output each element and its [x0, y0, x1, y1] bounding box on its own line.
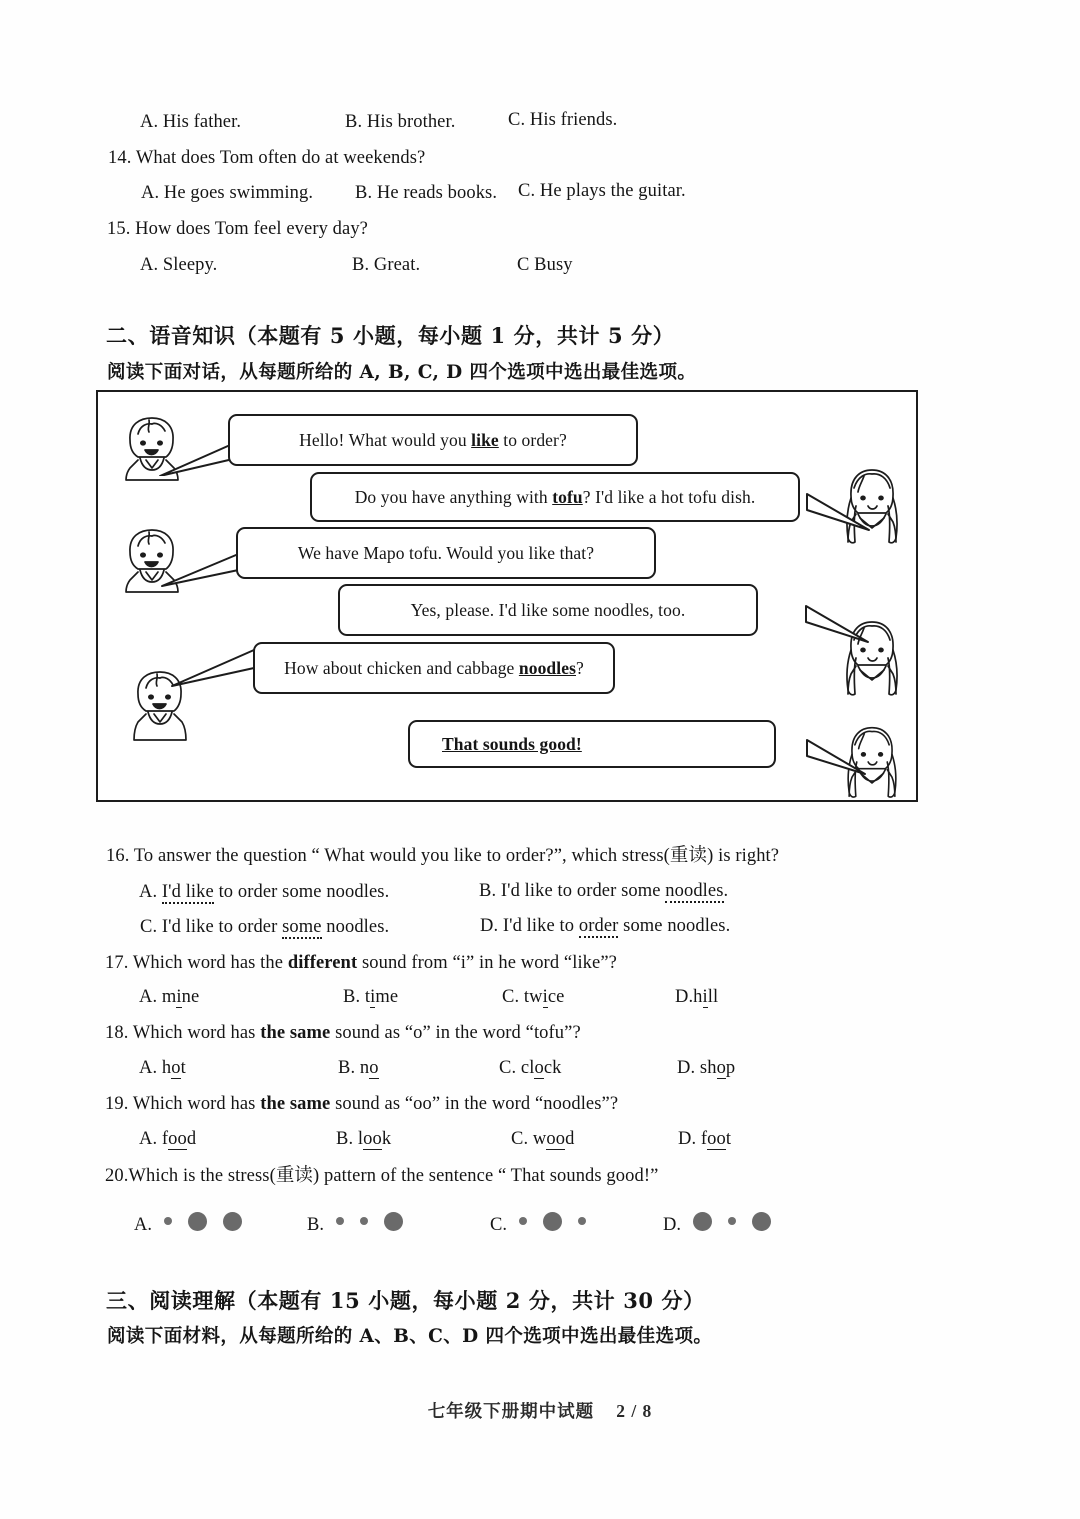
stress-dot-small	[519, 1217, 527, 1225]
q17-c-suffix: ce	[547, 987, 565, 1007]
q20-stem-b: ) pattern of the sentence “ That sounds good!”	[313, 1166, 659, 1186]
q14-option-a	[141, 183, 313, 204]
q19-d-prefix: D. f	[678, 1129, 708, 1149]
q14-option-b	[355, 183, 497, 204]
q19-b-suffix: k	[381, 1129, 392, 1149]
section-two-heading-text: 二、语音知识（本题有 5 小题，每小题 1 分，共计 5 分）	[106, 323, 675, 348]
bubble2-key: tofu	[552, 486, 583, 507]
q19-stem	[105, 1094, 618, 1115]
q18-b-prefix: B. n	[338, 1058, 370, 1078]
q20-d-label: D.	[663, 1214, 681, 1235]
footer-page-number: 2 / 8	[616, 1401, 653, 1421]
stress-dot-small	[336, 1217, 344, 1225]
stress-dot-small	[578, 1217, 586, 1225]
bubble-tail-2	[805, 490, 871, 532]
stress-dot-large	[384, 1212, 403, 1231]
q19-stem-b: sound as “oo” in the word “noodles”?	[330, 1094, 619, 1114]
q20-b-label: B.	[307, 1214, 324, 1235]
q17-stem-a: 17. Which word has the	[105, 953, 288, 973]
q18-c-prefix: C. cl	[499, 1058, 535, 1078]
q17-b-suffix: me	[375, 987, 399, 1007]
q20-option-c	[490, 1205, 586, 1245]
q14-option-a-label: A. He goes swimming.	[141, 183, 314, 203]
section-three-instruction	[107, 1322, 712, 1348]
q20-a-label: A.	[134, 1214, 152, 1235]
section-two-instruction-text: 阅读下面对话，从每题所给的 A, B, C, D 四个选项中选出最佳选项。	[107, 362, 697, 383]
speech-bubble-5-text	[284, 658, 584, 679]
q14-stem-text: 14. What does Tom often do at weekends?	[108, 148, 426, 168]
q19-stem-a: 19. Which word has	[105, 1094, 261, 1114]
q16-a-mark: I'd like	[161, 882, 214, 902]
q18-a-suffix: t	[180, 1058, 186, 1078]
stress-dot-large	[752, 1212, 771, 1231]
stress-dot-large	[543, 1212, 562, 1231]
q17-option-c	[502, 987, 564, 1008]
dialogue-illustration-panel	[96, 390, 918, 802]
q15-option-c	[517, 255, 573, 276]
q13-option-b	[345, 112, 455, 133]
q15-option-b	[352, 255, 420, 276]
q15-option-a	[140, 255, 217, 276]
speech-bubble-4-text: Yes, please. I'd like some noodles, too.	[410, 599, 686, 620]
q16-option-c	[140, 917, 389, 938]
q17-option-b	[343, 987, 398, 1008]
q17-c-mark: i	[542, 987, 548, 1007]
q19-c-mark: oo	[546, 1129, 566, 1149]
bubble5-post: ?	[576, 657, 584, 678]
stress-dot-small	[164, 1217, 172, 1225]
section-three-heading	[106, 1285, 705, 1315]
q16-stem-b: ) is right?	[707, 846, 780, 866]
q19-d-mark: oo	[707, 1129, 726, 1149]
q16-option-a	[139, 882, 389, 903]
bubble-tail-4	[804, 602, 870, 644]
speech-bubble-3	[236, 527, 656, 579]
q19-option-a	[139, 1129, 196, 1150]
q16-option-b	[479, 881, 728, 902]
q15-option-b-label: B. Great.	[352, 255, 421, 275]
speech-bubble-1	[228, 414, 638, 466]
q20-stem-cn: 重读	[275, 1165, 314, 1186]
q18-stem-a: 18. Which word has	[105, 1023, 261, 1043]
q18-c-suffix: ck	[543, 1058, 562, 1078]
speech-bubble-6	[408, 720, 776, 768]
q20-stem-a: 20.Which is the stress(	[105, 1166, 276, 1186]
q16-stem	[106, 845, 779, 867]
q15-option-a-label: A. Sleepy.	[140, 255, 218, 275]
q17-b-mark: i	[370, 987, 376, 1007]
q13-option-c-label: C. His friends.	[508, 110, 618, 130]
q18-stem	[105, 1023, 581, 1044]
q16-b-mark: noodles	[665, 881, 724, 901]
q18-d-mark: o	[716, 1058, 726, 1078]
q18-option-d	[677, 1058, 735, 1079]
section-three-heading-text: 三、阅读理解（本题有 15 小题，每小题 2 分，共计 30 分）	[106, 1288, 705, 1313]
q20-option-a	[134, 1205, 242, 1245]
footer-title: 七年级下册期中试题	[427, 1402, 595, 1422]
q19-option-c	[511, 1129, 574, 1150]
q18-a-prefix: A. h	[139, 1058, 172, 1078]
q18-c-mark: o	[534, 1058, 544, 1078]
bubble5-pre: How about chicken and cabbage	[284, 657, 519, 678]
bubble1-post: to order?	[498, 429, 567, 450]
q16-c-prefix: C. I'd like to order	[140, 917, 283, 937]
stress-dot-small	[360, 1217, 368, 1225]
q16-a-prefix: A.	[139, 882, 162, 902]
q18-a-mark: o	[171, 1058, 181, 1078]
q20-c-dots	[519, 1212, 586, 1231]
bubble1-pre: Hello! What would you	[299, 429, 472, 450]
stress-dot-large	[223, 1212, 242, 1231]
q14-option-c-label: C. He plays the guitar.	[518, 181, 686, 201]
q15-stem-text: 15. How does Tom feel every day?	[107, 219, 368, 239]
page-footer	[0, 1398, 1080, 1423]
q19-option-b	[336, 1129, 391, 1150]
q16-c-suffix: noodles.	[321, 917, 390, 937]
q20-d-dots	[693, 1212, 771, 1231]
q17-stem	[105, 953, 617, 974]
q18-option-c	[499, 1058, 561, 1079]
q15-option-c-label: C Busy	[517, 255, 573, 275]
q17-b-prefix: B. t	[343, 987, 371, 1007]
q16-b-suffix: .	[723, 881, 729, 901]
speech-bubble-6-text: That sounds good!	[442, 733, 582, 754]
speech-bubble-2	[310, 472, 800, 522]
q19-d-suffix: t	[725, 1129, 732, 1149]
q20-option-b	[307, 1205, 403, 1245]
q19-c-suffix: d	[565, 1129, 575, 1149]
q14-stem	[108, 148, 425, 169]
bubble2-pre: Do you have anything with	[354, 486, 553, 507]
q16-option-d	[480, 916, 730, 937]
speech-bubble-2-text	[355, 487, 756, 508]
q18-d-suffix: p	[725, 1058, 736, 1078]
q17-stem-bold: different	[287, 953, 358, 973]
section-three-instruction-text: 阅读下面材料，从每题所给的 A、B、C、D 四个选项中选出最佳选项。	[107, 1326, 713, 1347]
q20-a-dots	[164, 1212, 242, 1231]
speech-bubble-1-text	[299, 430, 567, 451]
q18-option-a	[139, 1058, 186, 1079]
q19-a-mark: oo	[168, 1129, 187, 1149]
section-two-heading	[106, 320, 674, 350]
q13-option-a	[140, 112, 241, 133]
q18-option-b	[338, 1058, 379, 1079]
bubble-tail-5	[170, 644, 256, 688]
q16-b-prefix: B. I'd like to order some	[479, 881, 666, 901]
bubble-tail-6	[805, 734, 867, 776]
q20-option-d	[663, 1205, 771, 1245]
bubble1-key: like	[471, 429, 499, 450]
q16-c-mark: some	[282, 917, 322, 937]
bubble5-key: noodles	[518, 657, 576, 678]
q17-d-prefix: D.h	[675, 987, 703, 1007]
speech-bubble-5	[253, 642, 615, 694]
q13-option-b-label: B. His brother.	[345, 112, 456, 132]
q14-option-c	[518, 181, 686, 202]
section-two-instruction	[107, 358, 696, 384]
bubble2-post: ? I'd like a hot tofu dish.	[582, 486, 756, 507]
q19-b-mark: oo	[363, 1129, 382, 1149]
q17-option-d	[675, 987, 718, 1008]
q19-c-prefix: C. w	[511, 1129, 547, 1149]
q16-d-prefix: D. I'd like to	[480, 916, 579, 936]
q16-a-suffix: to order some noodles.	[213, 882, 390, 902]
q18-b-mark: o	[369, 1058, 379, 1078]
q17-d-mark: i	[702, 987, 708, 1007]
q18-stem-bold: the same	[260, 1023, 331, 1043]
q15-stem	[107, 219, 368, 240]
q17-stem-b: sound from “i” in he word “like”?	[357, 953, 617, 973]
q16-stem-a: 16. To answer the question “ What would you like to order?”, which stress(	[106, 846, 670, 866]
q13-option-c	[508, 110, 617, 131]
q17-a-prefix: A. m	[139, 987, 177, 1007]
q14-option-b-label: B. He reads books.	[355, 183, 498, 203]
q20-c-label: C.	[490, 1214, 507, 1235]
q18-stem-b: sound as “o” in the word “tofu”?	[330, 1023, 581, 1043]
stress-dot-large	[188, 1212, 207, 1231]
stress-dot-small	[728, 1217, 736, 1225]
q13-option-a-label: A. His father.	[140, 112, 242, 132]
q16-d-suffix: some noodles.	[618, 916, 731, 936]
stress-dot-large	[693, 1212, 712, 1231]
q17-a-mark: i	[176, 987, 182, 1007]
speech-bubble-3-text: We have Mapo tofu. Would you like that?	[297, 542, 595, 563]
q16-stem-cn: 重读	[669, 845, 708, 866]
q19-a-prefix: A. f	[139, 1129, 169, 1149]
q19-a-suffix: d	[186, 1129, 197, 1149]
q16-d-mark: order	[578, 916, 619, 936]
q19-b-prefix: B. l	[336, 1129, 364, 1149]
q20-stem	[105, 1165, 658, 1187]
speech-bubble-4	[338, 584, 758, 636]
q20-b-dots	[336, 1212, 403, 1231]
q18-d-prefix: D. sh	[677, 1058, 717, 1078]
q17-d-suffix: ll	[707, 987, 719, 1007]
q17-option-a	[139, 987, 199, 1008]
q19-option-d	[678, 1129, 731, 1150]
q17-a-suffix: ne	[181, 987, 200, 1007]
q17-c-prefix: C. tw	[502, 987, 543, 1007]
q19-stem-bold: the same	[260, 1094, 331, 1114]
